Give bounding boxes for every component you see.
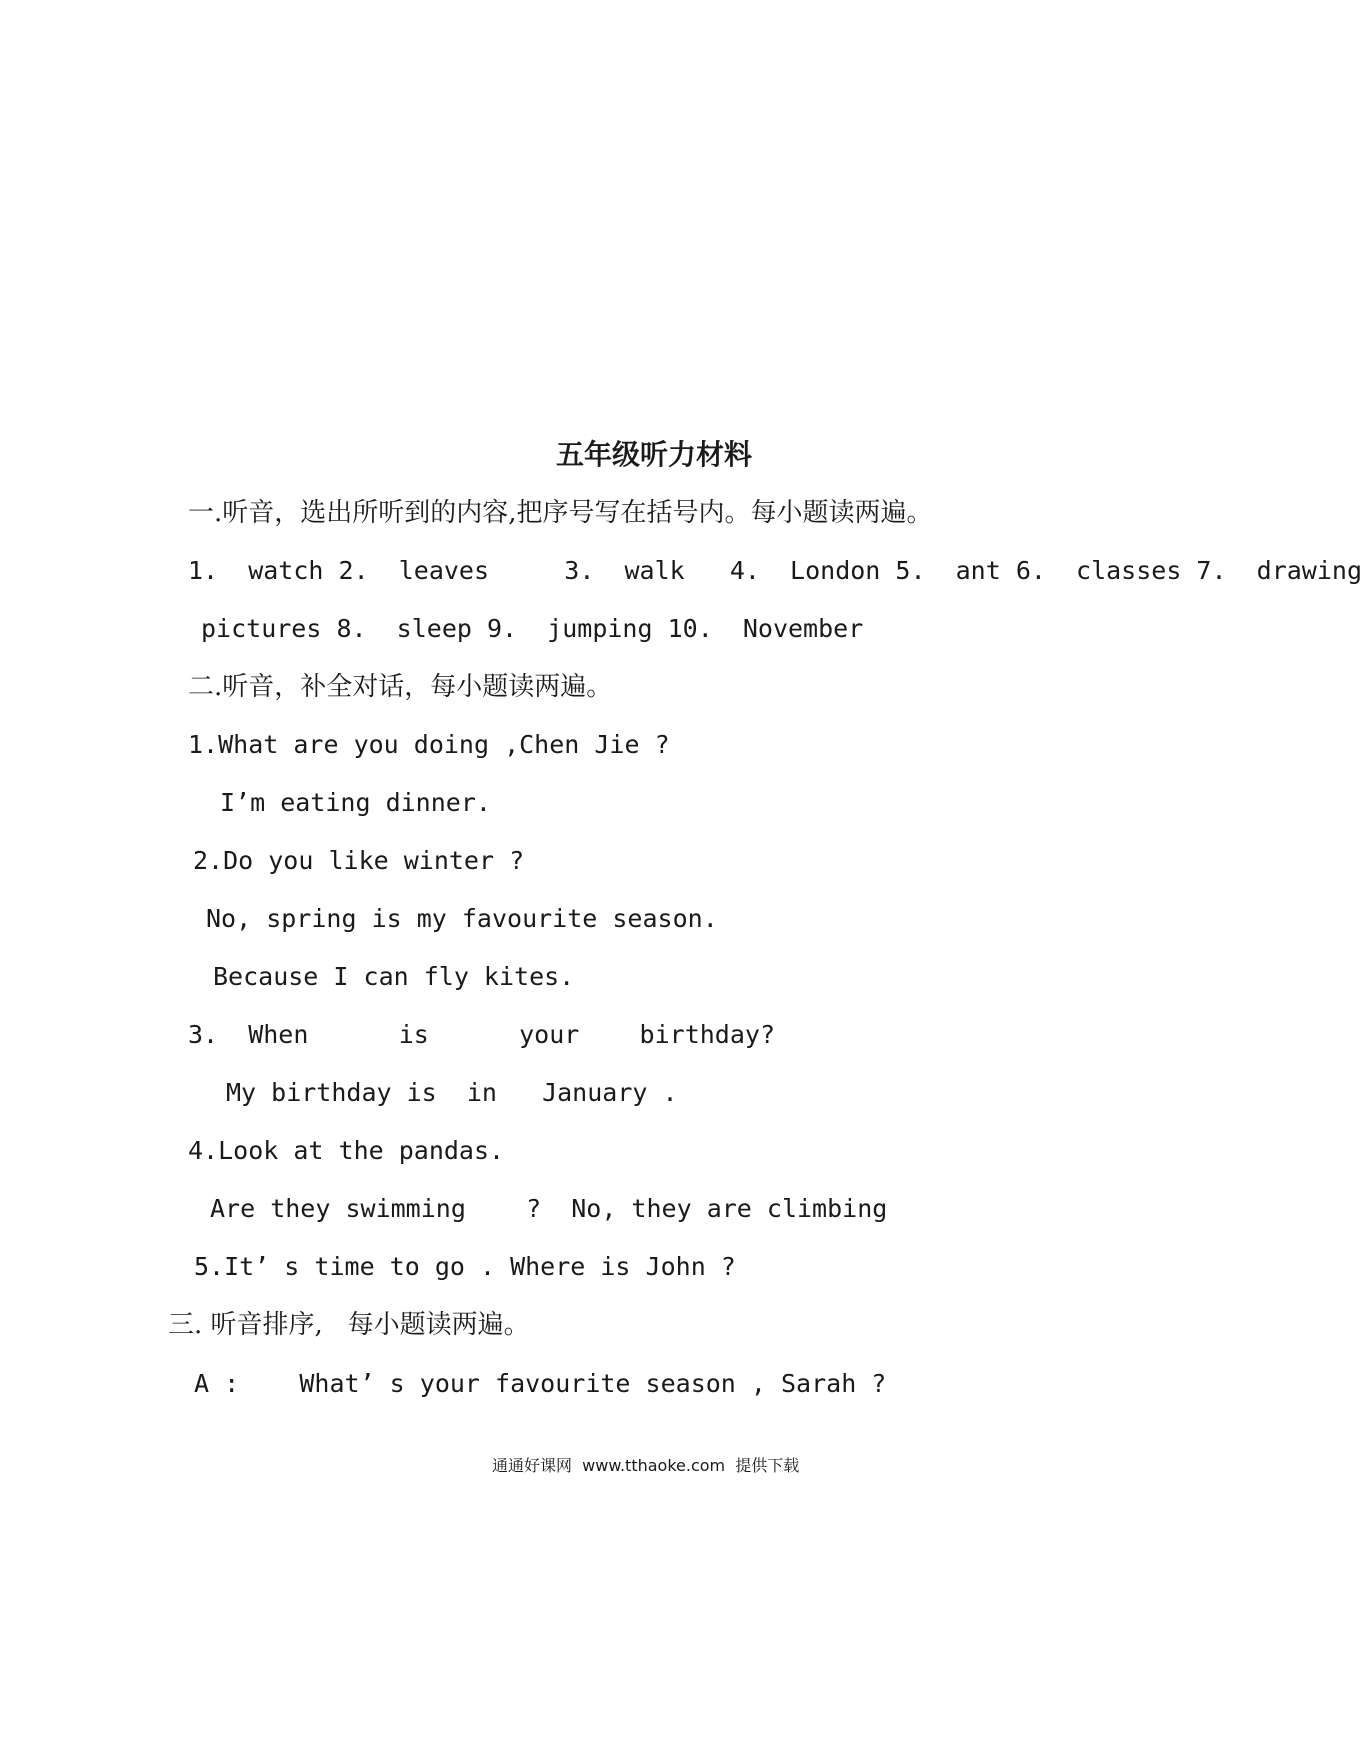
dialogue-line: No, spring is my favourite season.: [206, 904, 718, 933]
ordering-line: A : What’ s your favourite season , Sarah ?: [194, 1369, 887, 1398]
section3-heading: 三. 听音排序, 每小题读两遍。: [168, 1310, 530, 1340]
dialogue-line: 2.Do you like winter ?: [193, 846, 525, 875]
dialogue-line: 1.What are you doing ,Chen Jie ?: [188, 730, 670, 759]
dialogue-line: 5.It’ s time to go . Where is John ?: [194, 1252, 736, 1281]
dialogue-line: 3. When is your birthday?: [188, 1020, 775, 1049]
document-title: 五年级听力材料: [556, 438, 753, 471]
section1-line-2: pictures 8. sleep 9. jumping 10. November: [201, 614, 864, 643]
page-footer: 通通好课网 www.tthaoke.com 提供下载: [492, 1456, 800, 1475]
section1-line-1: 1. watch 2. leaves 3. walk 4. London 5. ant 6. classes 7. drawing: [188, 556, 1362, 585]
dialogue-line: Are they swimming ? No, they are climbing: [210, 1194, 888, 1223]
dialogue-line: I’m eating dinner.: [220, 788, 491, 817]
dialogue-line: Because I can fly kites.: [213, 962, 575, 991]
dialogue-line: My birthday is in January .: [226, 1078, 678, 1107]
section2-heading: 二.听音，补全对话，每小题读两遍。: [188, 672, 613, 702]
dialogue-line: 4.Look at the pandas.: [188, 1136, 505, 1165]
section1-heading: 一.听音，选出所听到的内容,把序号写在括号内。每小题读两遍。: [188, 498, 933, 528]
